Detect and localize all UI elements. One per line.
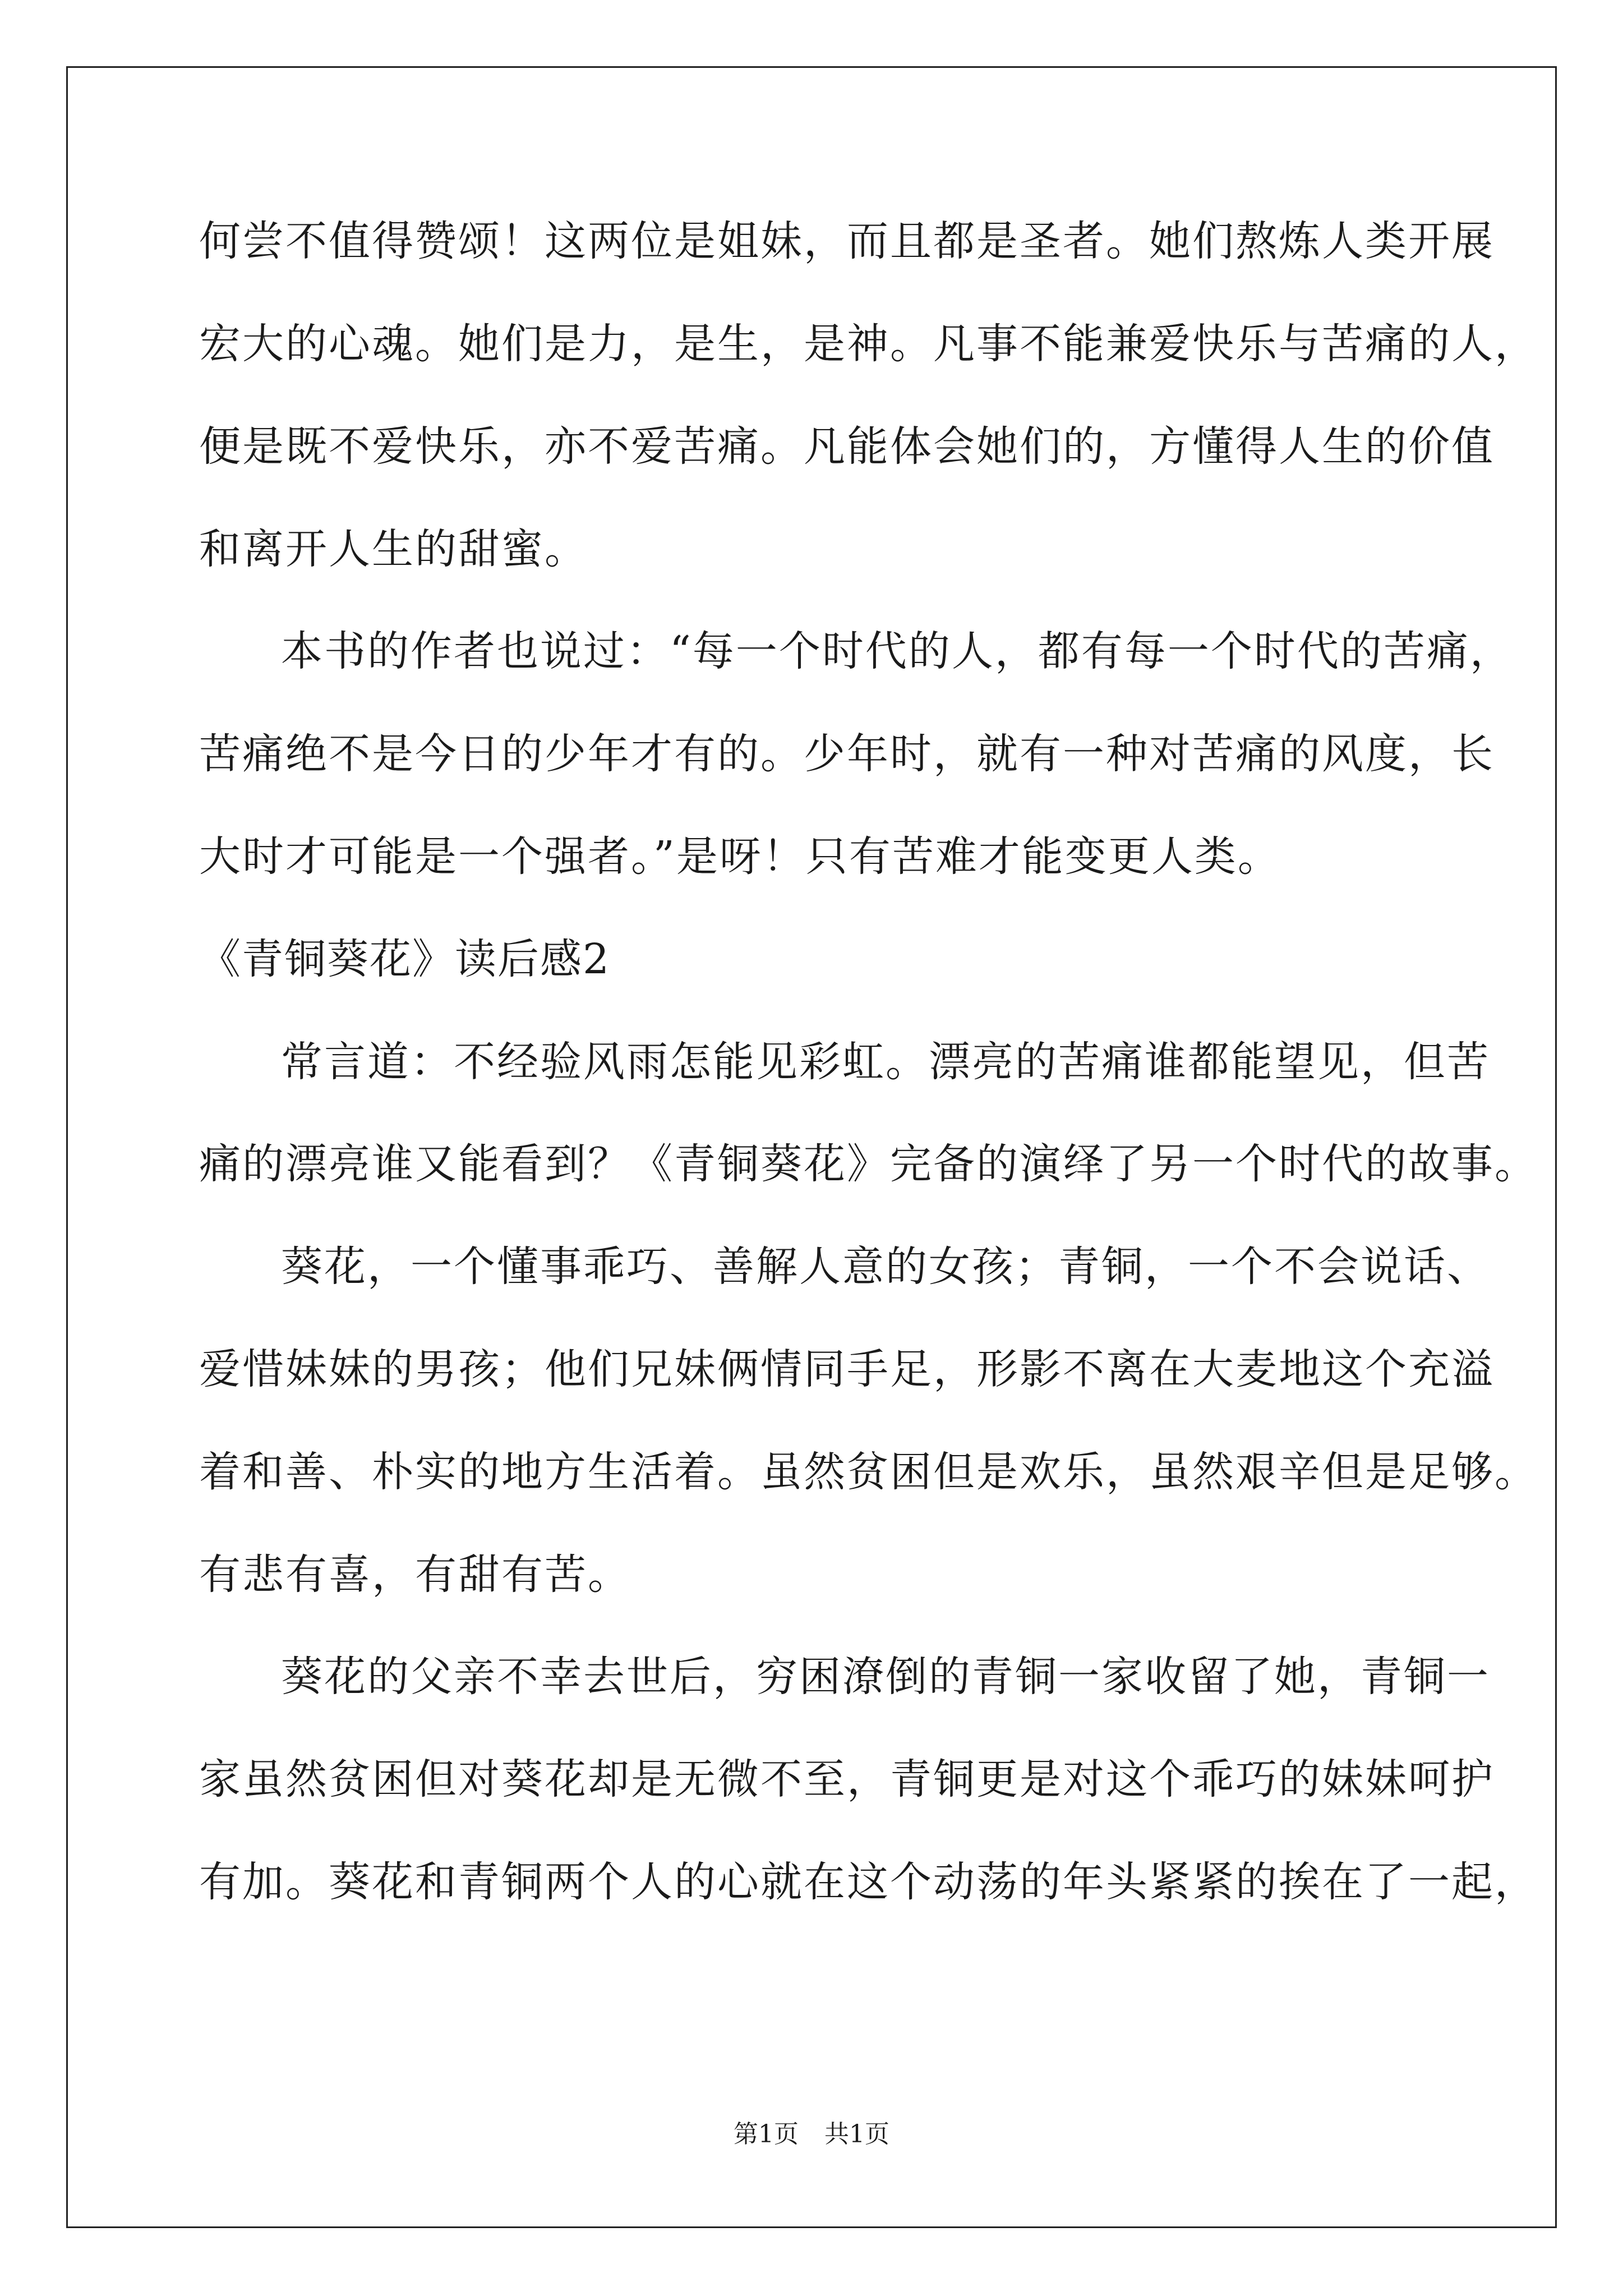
page-footer [0,2118,1623,2151]
page-total: 共1页 [824,2120,889,2148]
text-line: 着和善、朴实的地方生活着。虽然贫困但是欢乐，虽然艰辛但是足够。 [199,1448,1538,1496]
text-line: 苦痛绝不是今日的少年才有的。少年时，就有一种对苦痛的风度，长 [199,730,1495,778]
page-number: 第1页 [734,2120,799,2148]
paragraph-start-line: 葵花，一个懂事乖巧、善解人意的女孩；青铜，一个不会说话、 [281,1243,1490,1291]
text-line: 便是既不爱快乐，亦不爱苦痛。凡能体会她们的，方懂得人生的价值 [199,422,1495,471]
text-line: 宏大的心魂。她们是力，是生，是神。凡事不能兼爱快乐与苦痛的人， [199,320,1538,368]
text-line: 家虽然贫困但对葵花却是无微不至，青铜更是对这个乖巧的妹妹呵护 [199,1755,1495,1803]
text-line: 痛的漂亮谁又能看到？《青铜葵花》完备的演绎了另一个时代的故事。 [199,1140,1538,1188]
text-line: 大时才可能是一个强者。”是呀！只有苦难才能变更人类。 [199,832,1281,881]
text-line: 爱惜妹妹的男孩；他们兄妹俩情同手足，形影不离在大麦地这个充溢 [199,1345,1495,1393]
paragraph-start-line: 常言道：不经验风雨怎能见彩虹。漂亮的苦痛谁都能望见，但苦 [281,1038,1490,1086]
paragraph-start-line: 本书的作者也说过：“每一个时代的人，都有每一个时代的苦痛， [281,627,1513,675]
text-line: 有加。葵花和青铜两个人的心就在这个动荡的年头紧紧的挨在了一起， [199,1858,1538,1906]
text-line: 何尝不值得赞颂！这两位是姐妹，而且都是圣者。她们熬炼人类开展 [199,217,1495,265]
section-heading: 《青铜葵花》读后感2 [199,935,611,983]
text-line: 和离开人生的甜蜜。 [199,525,588,573]
text-line: 有悲有喜，有甜有苦。 [199,1550,631,1599]
paragraph-start-line: 葵花的父亲不幸去世后，穷困潦倒的青铜一家收留了她，青铜一 [281,1653,1490,1701]
